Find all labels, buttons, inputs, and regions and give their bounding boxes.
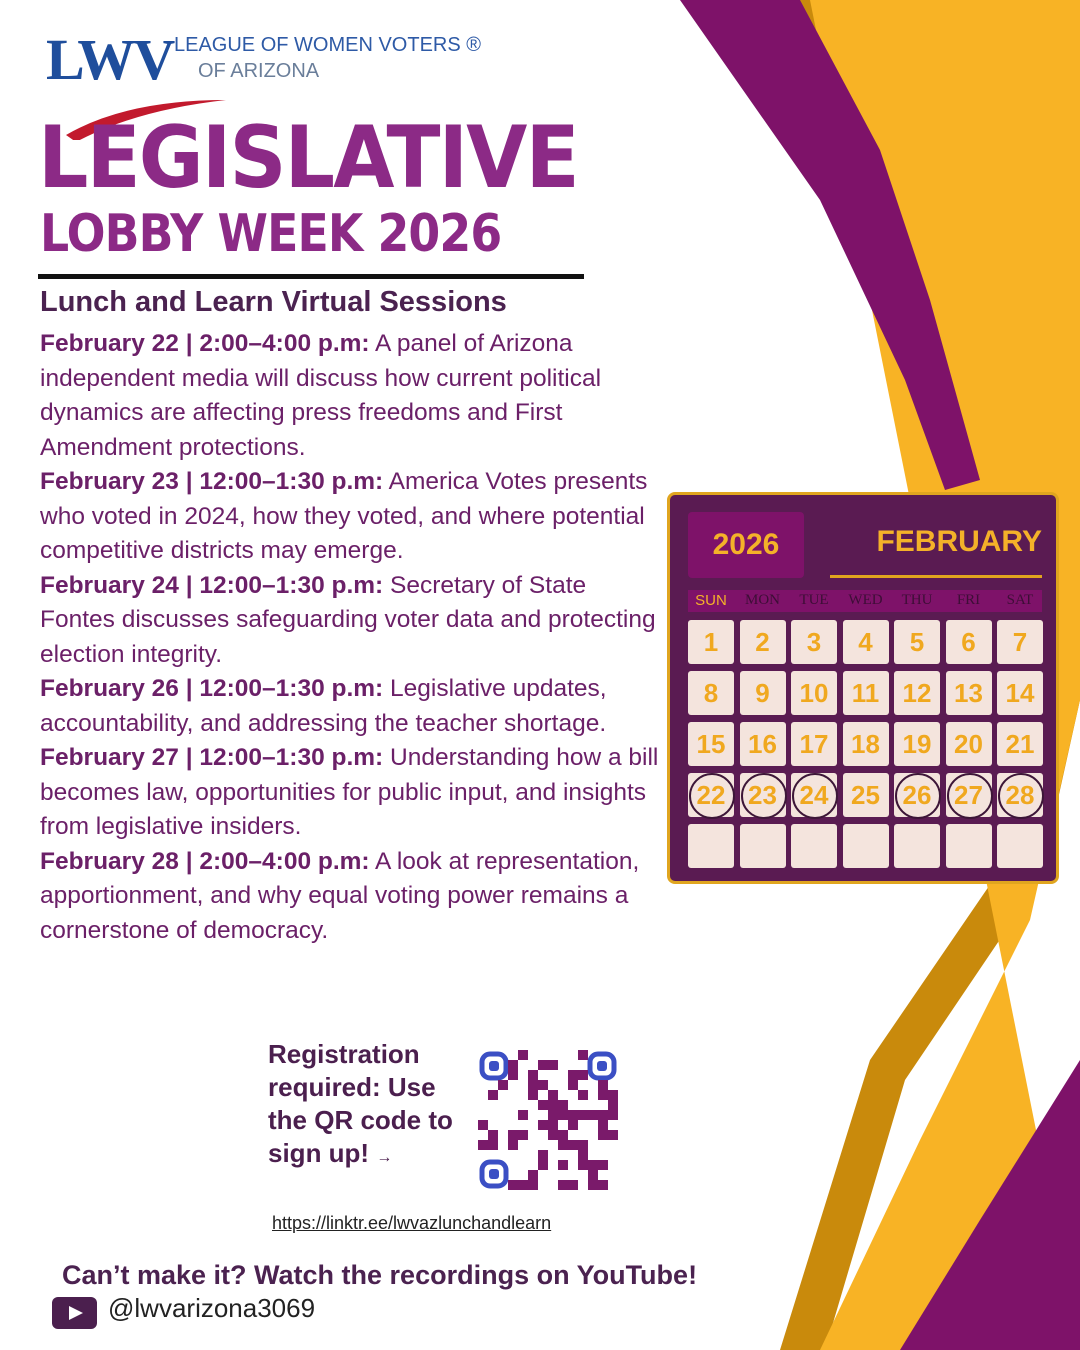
- calendar-day: [946, 671, 992, 715]
- page-title: LEGISLATIVE: [38, 108, 578, 208]
- calendar-day-number: 19: [902, 729, 932, 759]
- calendar-day-number: 7: [1012, 627, 1028, 657]
- qr-module: [558, 1180, 568, 1190]
- calendar-widget: [667, 492, 1059, 884]
- calendar-day-number: 15: [696, 729, 726, 759]
- qr-module: [538, 1080, 548, 1090]
- calendar-day: [997, 620, 1043, 664]
- calendar-empty-cell: [688, 824, 734, 868]
- weekday-label: THU: [901, 592, 933, 608]
- title-divider: [38, 274, 584, 279]
- qr-module: [548, 1090, 558, 1100]
- calendar-day: [740, 722, 786, 766]
- calendar-day: [740, 773, 786, 817]
- qr-module: [588, 1180, 598, 1190]
- qr-module: [598, 1120, 608, 1130]
- qr-module: [598, 1130, 608, 1140]
- qr-module: [548, 1110, 558, 1120]
- registration-link[interactable]: https://linktr.ee/lwvazlunchandlearn: [272, 1213, 552, 1233]
- play-icon: [52, 1297, 97, 1329]
- calendar-month-underline: [830, 575, 1042, 578]
- qr-module: [598, 1090, 608, 1100]
- qr-module: [528, 1080, 538, 1090]
- qr-module: [548, 1100, 558, 1110]
- qr-code[interactable]: [478, 1050, 618, 1190]
- qr-module: [568, 1180, 578, 1190]
- qr-module: [488, 1130, 498, 1140]
- calendar-day: [688, 620, 734, 664]
- qr-module: [478, 1140, 488, 1150]
- session-date: February 26 | 12:00–1:30 p.m:: [40, 675, 384, 702]
- calendar-day-number: 21: [1005, 729, 1035, 759]
- page-title-line2: LOBBY WEEK 2026: [40, 204, 502, 264]
- session-item: [40, 465, 660, 569]
- calendar-day: [946, 722, 992, 766]
- qr-module: [538, 1060, 548, 1070]
- qr-module: [518, 1110, 528, 1120]
- session-day-circle: [792, 773, 838, 819]
- weekday-label: SAT: [1006, 592, 1034, 608]
- qr-module: [478, 1120, 488, 1130]
- qr-module: [578, 1090, 588, 1100]
- session-date: February 27 | 12:00–1:30 p.m:: [40, 744, 384, 771]
- qr-module: [538, 1100, 548, 1110]
- qr-module: [568, 1080, 578, 1090]
- calendar-day: [740, 671, 786, 715]
- session-description: Understanding how a bill becomes law, opportunities for public input, and insights from legislative insiders.: [40, 744, 659, 840]
- qr-module: [568, 1070, 578, 1080]
- qr-module: [578, 1070, 588, 1080]
- qr-module: [578, 1050, 588, 1060]
- calendar-day-number: 22: [696, 780, 726, 810]
- session-day-circle: [741, 773, 787, 819]
- qr-module: [508, 1070, 518, 1080]
- calendar-day-number: 27: [954, 780, 983, 810]
- section-heading: Lunch and Learn Virtual Sessions: [40, 286, 507, 318]
- calendar-day-number: 25: [851, 780, 880, 810]
- qr-module: [558, 1130, 568, 1140]
- calendar-day: [740, 620, 786, 664]
- calendar-day-number: 13: [954, 678, 983, 708]
- calendar-day: [997, 671, 1043, 715]
- qr-module: [498, 1080, 508, 1090]
- calendar-day: [894, 620, 940, 664]
- arrow-right-icon: →: [376, 1149, 393, 1166]
- qr-module: [608, 1130, 618, 1140]
- session-item: [40, 741, 660, 845]
- session-day-circle: [689, 773, 735, 819]
- registration-note: [268, 1038, 458, 1174]
- calendar-day-number: 26: [902, 780, 932, 810]
- qr-module: [568, 1140, 578, 1150]
- calendar-day-number: 8: [703, 678, 719, 708]
- qr-module: [548, 1120, 558, 1130]
- lwv-logo-mark: LWV: [46, 27, 174, 92]
- calendar-day-number: 10: [799, 678, 829, 708]
- calendar-day-number: 20: [954, 729, 983, 759]
- calendar-year: 2026: [688, 512, 804, 578]
- calendar-day-number: 9: [755, 678, 770, 708]
- calendar-day: [791, 773, 837, 817]
- calendar-day: [997, 722, 1043, 766]
- calendar-day: [843, 620, 889, 664]
- qr-module: [588, 1170, 598, 1180]
- qr-module: [608, 1090, 618, 1100]
- org-name-line1: LEAGUE OF WOMEN VOTERS ®: [174, 34, 481, 56]
- session-description: A panel of Arizona independent media will discuss how current political dynamics are affecting press freedoms and First Amendment protections.: [40, 330, 602, 461]
- qr-module: [528, 1090, 538, 1100]
- calendar-day: [843, 722, 889, 766]
- calendar-month: FEBRUARY: [876, 525, 1042, 558]
- calendar-day: [791, 722, 837, 766]
- calendar-day-number: 17: [799, 729, 829, 759]
- session-item: [40, 845, 660, 949]
- qr-module: [488, 1140, 498, 1150]
- calendar-empty-cell: [946, 824, 992, 868]
- calendar-empty-cell: [997, 824, 1043, 868]
- session-date: February 22 | 2:00–4:00 p.m:: [40, 330, 370, 357]
- session-day-circle: [998, 773, 1044, 819]
- qr-module: [608, 1100, 618, 1110]
- calendar-empty-cell: [843, 824, 889, 868]
- qr-module: [588, 1160, 598, 1170]
- session-date: February 28 | 2:00–4:00 p.m:: [40, 847, 370, 875]
- qr-module: [538, 1120, 548, 1130]
- calendar-day-number: 24: [799, 780, 829, 810]
- qr-module: [528, 1180, 538, 1190]
- calendar-day-number: 14: [1005, 678, 1035, 708]
- qr-module: [508, 1060, 518, 1070]
- calendar-empty-cell: [740, 824, 786, 868]
- qr-module: [548, 1060, 558, 1070]
- youtube-handle[interactable]: @lwvarizona3069: [108, 1293, 316, 1323]
- session-description: America Votes presents who voted in 2024, how they voted, and where potential competitive districts may emerge.: [40, 468, 648, 564]
- qr-module: [518, 1050, 528, 1060]
- lwv-logo: [46, 27, 506, 110]
- calendar-day: [688, 671, 734, 715]
- calendar-day: [843, 773, 889, 817]
- qr-module: [508, 1180, 518, 1190]
- session-day-circle: [947, 773, 993, 819]
- calendar-day: [997, 773, 1043, 817]
- qr-module: [508, 1130, 518, 1140]
- session-item: [40, 672, 660, 741]
- qr-module: [518, 1130, 528, 1140]
- youtube-cta: Can’t make it? Watch the recordings on YouTube!: [62, 1260, 698, 1290]
- calendar-day-number: 28: [1005, 780, 1035, 810]
- weekday-label: MON: [744, 592, 780, 608]
- qr-module: [488, 1090, 498, 1100]
- qr-module: [578, 1110, 588, 1120]
- session-item: [40, 569, 660, 673]
- session-description: A look at representation, apportionment, and why equal voting power remains a cornerstone of democracy.: [40, 847, 640, 944]
- weekday-label: FRI: [956, 592, 981, 608]
- org-name-line2: OF ARIZONA: [198, 60, 320, 82]
- session-day-circle: [895, 773, 941, 819]
- calendar-day: [688, 722, 734, 766]
- qr-module: [568, 1120, 578, 1130]
- session-date: February 24 | 12:00–1:30 p.m:: [40, 571, 384, 599]
- qr-module: [598, 1160, 608, 1170]
- qr-module: [528, 1070, 538, 1080]
- calendar-day-number: 23: [748, 780, 777, 810]
- calendar-day-number: 11: [851, 678, 880, 708]
- calendar-day: [688, 773, 734, 817]
- calendar-day: [894, 671, 940, 715]
- calendar-day: [946, 620, 992, 664]
- weekday-label: WED: [848, 592, 883, 608]
- calendar-day: [791, 671, 837, 715]
- qr-module: [518, 1180, 528, 1190]
- calendar-day: [843, 671, 889, 715]
- calendar-day: [894, 773, 940, 817]
- qr-module: [588, 1110, 598, 1120]
- registration-text: Registration required: Use the QR code to sign up!: [268, 1039, 453, 1168]
- qr-module: [578, 1160, 588, 1170]
- session-description: Secretary of State Fontes discusses safeguarding voter data and protecting election integrity.: [40, 571, 656, 668]
- session-description: Legislative updates, accountability, and addressing the teacher shortage.: [40, 675, 607, 737]
- qr-module: [598, 1180, 608, 1190]
- calendar-day-number: 2: [755, 627, 770, 657]
- qr-module: [558, 1160, 568, 1170]
- calendar-empty-cell: [894, 824, 940, 868]
- qr-module: [568, 1110, 578, 1120]
- qr-module: [598, 1110, 608, 1120]
- calendar-day-number: 18: [851, 729, 880, 759]
- qr-module: [508, 1140, 518, 1150]
- calendar-day: [946, 773, 992, 817]
- youtube-icon[interactable]: [52, 1297, 97, 1329]
- weekday-label: SUN: [695, 592, 727, 609]
- qr-module: [548, 1130, 558, 1140]
- qr-module: [608, 1110, 618, 1120]
- qr-module: [558, 1100, 568, 1110]
- session-date: February 23 | 12:00–1:30 p.m:: [40, 468, 384, 495]
- qr-module: [558, 1110, 568, 1120]
- calendar-day-number: 3: [806, 627, 822, 657]
- session-list: [40, 327, 660, 948]
- calendar-day-number: 6: [961, 627, 976, 657]
- qr-module: [578, 1150, 588, 1160]
- qr-module: [538, 1160, 548, 1170]
- session-item: [40, 327, 660, 465]
- calendar-day-number: 16: [748, 729, 777, 759]
- qr-module: [538, 1150, 548, 1160]
- calendar-day-number: 5: [909, 627, 925, 657]
- calendar-day-number: 4: [858, 627, 873, 657]
- calendar-empty-cell: [791, 824, 837, 868]
- qr-module: [598, 1080, 608, 1090]
- calendar-day-number: 12: [902, 678, 932, 708]
- qr-module: [528, 1170, 538, 1180]
- calendar-day-number: 1: [703, 627, 719, 657]
- calendar-day: [791, 620, 837, 664]
- qr-module: [558, 1140, 568, 1150]
- weekday-label: TUE: [799, 592, 829, 608]
- qr-module: [578, 1140, 588, 1150]
- calendar-day: [894, 722, 940, 766]
